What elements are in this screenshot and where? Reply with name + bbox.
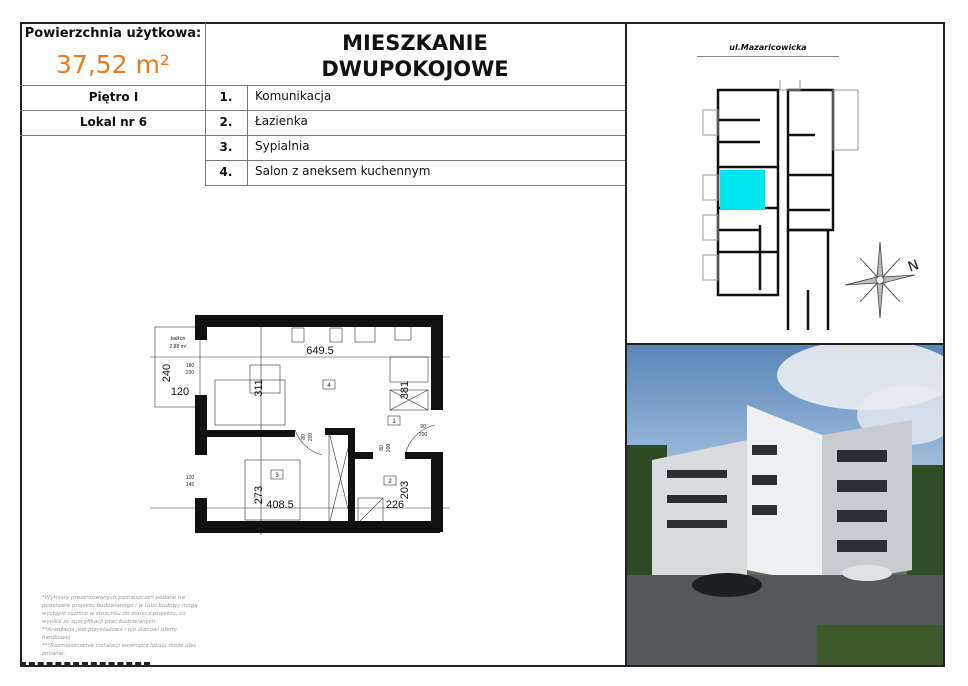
building-rendering xyxy=(627,345,943,665)
street-label: ul.Mazaricowicka xyxy=(697,43,839,57)
compass-icon xyxy=(845,242,921,318)
dim-label: 180 xyxy=(185,363,195,369)
room-tag: 1 xyxy=(392,419,396,425)
dim-label: 381 xyxy=(399,380,411,400)
dim-label: 226 xyxy=(385,499,405,511)
divider xyxy=(205,185,625,186)
room-number: 4. xyxy=(219,165,233,179)
dashed-line xyxy=(20,662,150,665)
area-value: 37,52 m² xyxy=(56,50,170,79)
dim-label: 240 xyxy=(161,363,173,383)
room-name: Salon z aneksem kuchennym xyxy=(255,164,431,178)
dim-label: 145 xyxy=(185,482,195,488)
dim-label: 120 xyxy=(170,386,190,398)
room-tag: 4 xyxy=(327,383,331,389)
dim-label: 200 xyxy=(308,432,314,442)
room-number: 2. xyxy=(219,115,233,129)
room-number: 3. xyxy=(219,140,233,154)
floor-label: Piętro I xyxy=(88,90,139,104)
footnote: ***Rozmieszczenie instalacji wewnątrz lokalu może ulec zmianie. xyxy=(42,643,197,657)
balcony-label: balkon xyxy=(170,336,186,342)
title-line-1: MIESZKANIE xyxy=(342,31,488,55)
footnote: *Wymiary prezentowanych pomieszczeń podane na podstawie projektu budowlanego i w toku budowy mogą wystąpić różnice w stosunku do stanu z projektu, co wynika ze specyfikacji prac budowlanych. xyxy=(42,595,198,625)
dim-label: 649.5 xyxy=(306,345,334,357)
area-label: Powierzchnia użytkowa: xyxy=(24,26,202,41)
title-line-2: DWUPOKOJOWE xyxy=(321,57,509,81)
dim-label: 90 xyxy=(420,424,426,430)
room-name: Sypialnia xyxy=(255,139,310,153)
site-plan xyxy=(700,80,940,330)
room-name: Komunikacja xyxy=(255,89,332,103)
dim-label: 203 xyxy=(399,480,411,500)
dim-label: 273 xyxy=(253,485,265,505)
dim-label: 120 xyxy=(185,475,195,481)
north-label: N xyxy=(905,257,922,276)
room-number: 1. xyxy=(219,90,233,104)
dim-label: 200 xyxy=(386,443,392,453)
room-tag: 2 xyxy=(388,479,392,485)
divider xyxy=(205,160,625,161)
divider xyxy=(20,135,625,136)
page-title xyxy=(205,30,625,82)
dim-label: 408.5 xyxy=(266,499,294,511)
dim-label: 230 xyxy=(185,370,195,376)
highlighted-unit xyxy=(720,170,765,210)
footnotes xyxy=(42,594,202,658)
room-tag: 3 xyxy=(275,473,279,479)
dim-label: 311 xyxy=(253,379,265,397)
divider xyxy=(20,85,625,86)
floor-plan xyxy=(150,310,450,540)
dim-label: 200 xyxy=(418,432,428,438)
dim-label: 80 xyxy=(301,434,307,440)
room-name: Łazienka xyxy=(255,114,308,128)
footnote: **Aranżacja jest przykładowa i nie stanowi oferty handlowej. xyxy=(42,627,178,641)
divider xyxy=(20,110,625,111)
dim-label: 80 xyxy=(379,445,385,451)
unit-label: Lokal nr 6 xyxy=(79,115,148,129)
balcony-area: 2,88 m² xyxy=(169,344,187,350)
